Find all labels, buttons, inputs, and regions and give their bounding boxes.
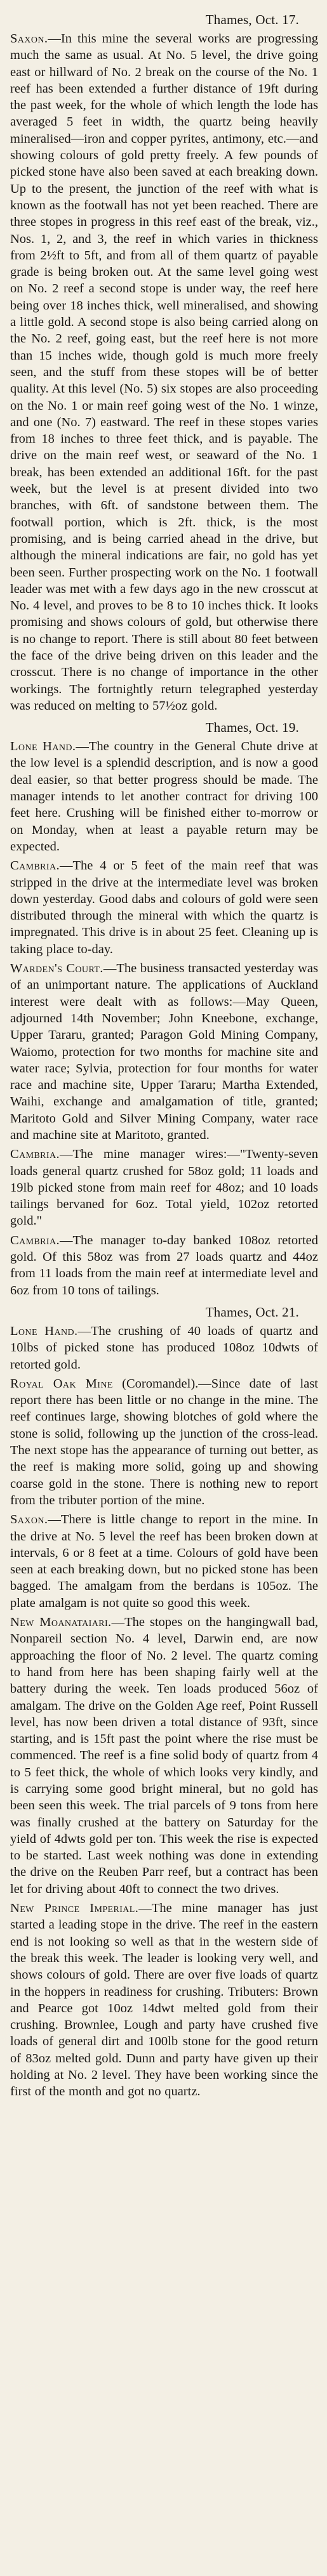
- report-paragraph: [10, 857, 318, 958]
- dateline: Thames, Oct. 19.: [205, 720, 299, 736]
- report-heading: Saxon.: [10, 1512, 48, 1527]
- report-heading: New Moanataiari.: [10, 1615, 112, 1630]
- report-paragraph: [10, 30, 318, 714]
- report-text: —The stopes on the hangingwall bad, Nonpareil section No. 4 level, Darwin end, are now approaching the floor of No. 2 level. The quartz coming to hand from here has been shaping fairly well at the battery during the week. Ten loads produced 56oz of amalgam. The drive on the Golden Age reef, Point Russell level, has now been driven a total distance of 93ft, since starting, and is 15ft past the point where the rise must be commenced. The reef is a fine solid body of quartz from 4 to 5 feet thick, the whole of which looks very kindly, and is carrying some good bright mineral, but no gold has been seen this week. The trial parcels of 9 tons from here was finally crushed at the battery on Saturday for the yield of 4dwts gold per ton. This week the rise is expected to be started. Last week nothing was done in extending the drive on the Reuben Parr reef, but a contract has been let for driving about 40ft to connect the two drives.: [10, 1615, 319, 1896]
- report-text: —The mine manager wires:—"Twenty-seven loads general quartz crushed for 58oz gold; 11 loads and 19lb picked stone from main reef for 48oz; and 10 loads tailings bervaned for 6oz. Total yield, 102oz retorted gold.": [10, 1147, 318, 1228]
- report-paragraph: [10, 1232, 318, 1299]
- report-section-oct-21: [10, 1303, 318, 2100]
- report-text: —The manager to-day banked 108oz retorted gold. Of this 58oz was from 27 loads quartz and 44oz from 11 loads from the main reef at intermediate level and 6oz from 10 tons of tailings.: [10, 1233, 318, 1298]
- report-heading: Cambria.: [10, 1233, 60, 1247]
- report-heading: Cambria.: [10, 859, 60, 873]
- report-heading: Cambria.: [10, 1147, 60, 1162]
- report-paragraph: [10, 1323, 318, 1373]
- report-paragraph: [10, 1376, 318, 1509]
- report-text: —There is little change to report in the mine. In the drive at No. 5 level the reef has been broken down at intervals, 6 or 8 feet at a time. Colours of gold have been seen at each breaking down, but no picked stone has been bagged. The amalgam from the berdans is 105oz. The plate amalgam is not quite so good this week.: [10, 1512, 318, 1610]
- report-heading: Lone Hand.: [10, 1324, 78, 1338]
- report-section-oct-19: [10, 718, 318, 1299]
- report-paragraph: [10, 738, 318, 855]
- report-paragraph: [10, 960, 318, 1143]
- report-paragraph: [10, 1614, 318, 1897]
- dateline: Thames, Oct. 17.: [205, 12, 299, 27]
- report-heading: Lone Hand.: [10, 739, 76, 754]
- report-text: —In this mine the several works are progressing much the same as usual. At No. 5 level, the drive going east or hillward of No. 2 break on the course of the No. 1 reef has been extended a further distance of 19ft during the past week, for the whole of which length the lode has averaged 5 feet in width, the quartz being heavily mineralised—iron and copper pyrites, antimony, etc.—and showing colours of gold pretty freely. A few pounds of picked stone have also been saved at each breaking down. Up to the present, the junction of the reef with what is known as the footwall has not yet been reached. There are three stopes in progress in this reef east of the break, viz., Nos. 1, 2, and 3, the reef in which varies in thickness from 2½ft to 5ft, and from all of them quartz of payable grade is being broken out. At the same level going west on No. 2 reef a second stope is under way, the reef here being over 18 inches thick, well mineralised, and showing a little gold. A second stope is also being carried along on the No. 2 reef, going east, but the reef here is not more than 15 inches wide, though gold is much more freely seen, and the stuff from these stopes will be of better quality. At this level (No. 5) six stopes are also proceeding on the No. 1 or main reef going west of the No. 1 winze, and one (No. 7) eastward. The reef in these stopes varies from 18 inches to three feet thick, and is payable. The drive on the main reef west, or seaward of the No. 1 break, has been extended an additional 16ft. for the past week, but the level is at present divided into two branches, with 6ft. of sandstone between them. The footwall portion, which is 2ft. thick, is the most promising, and is being carried ahead in the drive, but although the mineral indications are fair, no gold has yet been seen. Further prospecting work on the No. 1 footwall leader was met with a few days ago in the new crosscut at No. 4 level, and proves to be 8 to 10 inches thick. It looks promising and shows colours of gold, but otherwise there is no change to report. There is still about 80 feet between the face of the drive being driven on this leader and the crosscut. There is no change of importance in the other workings. The fortnightly return telegraphed yesterday was reduced on melting to 57½oz gold.: [10, 32, 318, 713]
- report-text: —The country in the General Chute drive at the low level is a splendid description, and is now a good deal easier, so that better progress should be made. The manager intends to let another contract for driving 100 feet here. Crushing will be finished either to-morrow or on Monday, when at least a payable return may be expected.: [10, 739, 318, 854]
- report-heading: Warden's Court.: [10, 961, 103, 976]
- report-section-oct-17: [10, 10, 318, 714]
- report-paragraph: [10, 1900, 318, 2100]
- report-text: —The 4 or 5 feet of the main reef that was stripped in the drive at the intermediate level was broken down yesterday. Good dabs and colours of gold were seen distributed through the mineral with which the quartz is impregnated. This drive is in about 25 feet. Cleaning up is taking place to-day.: [10, 859, 318, 956]
- report-paragraph: [10, 1511, 318, 1611]
- report-paragraph: [10, 1146, 318, 1229]
- dateline: Thames, Oct. 21.: [205, 1304, 299, 1320]
- report-text: —The mine manager has just started a leading stope in the drive. The reef in the eastern end is not looking so well as that in the western side of the break this week. The leader is looking very well, and shows colours of gold. There are over five loads of quartz in the hoppers in readiness for crushing. Tributers: Brown and Pearce got 10oz 14dwt melted gold from their crushing. Brownlee, Lough and party have crushed five loads of general dirt and 100lb stone for the good return of 83oz melted gold. Dunn and party have given up their holding at No. 2 level. They have been working since the first of the month and got no quartz.: [10, 1901, 318, 2099]
- report-text: (Coromandel).—Since date of last report there has been little or no change in the mine. The reef continues large, showing blotches of gold where the stone is solid, following up the junction of the cross-lead. The next stope has the appearance of turning out better, as the reef is making more solid, going up and showing coarse gold in the stone. There is nothing new to report from the tributer portion of the mine.: [10, 1376, 318, 1507]
- report-heading: Royal Oak Mine: [10, 1376, 113, 1391]
- report-text: —The crushing of 40 loads of quartz and 10lbs of picked stone has produced 108oz 10dwts of retorted gold.: [10, 1324, 318, 1372]
- report-heading: New Prince Imperial.: [10, 1901, 139, 1916]
- report-text: —The business transacted yesterday was of an unimportant nature. The applications of Auckland interest were dealt with as follows:—May Queen, adjourned 14th November; John Kneebone, exchange, Upper Tararu, granted; Paragon Gold Mining Company, Waiomo, protection for two months for machine site and water race; Sylvia, protection for four months for water race and machine site, Upper Tararu; Martha Extended, Waihi, exchange and amalgamation of title, granted; Maritoto Gold and Silver Mining Company, water race and machine site at Maritoto, granted.: [10, 961, 318, 1142]
- report-heading: Saxon.: [10, 32, 48, 46]
